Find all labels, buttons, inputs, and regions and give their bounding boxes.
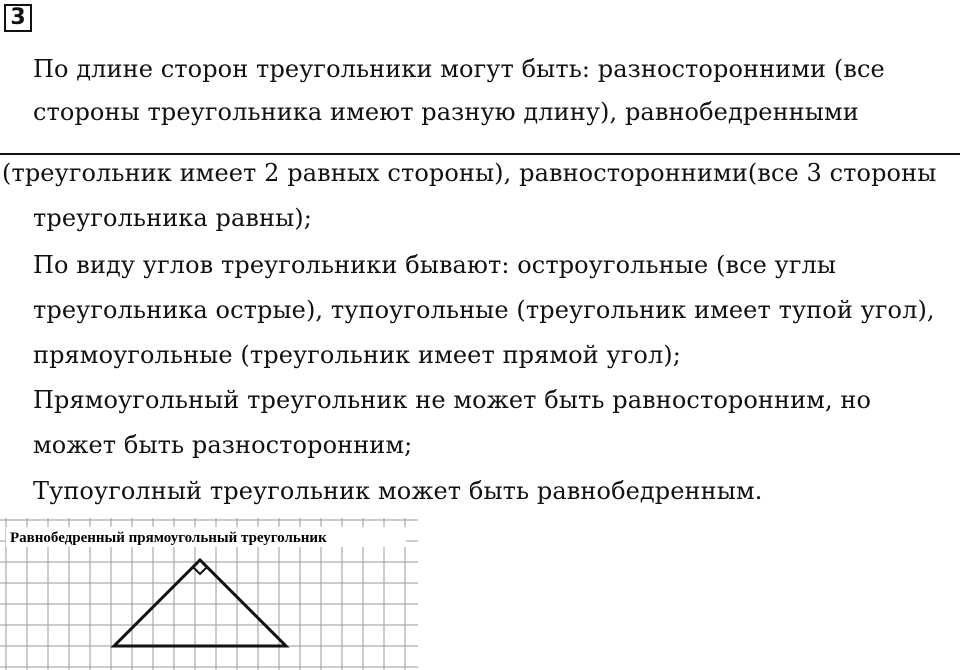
text-line-8: Прямоугольный треугольник не может быть равносторонним, но — [33, 386, 872, 414]
text-line-1: По длине сторон треугольники могут быть: разносторонними (все — [33, 55, 885, 83]
text-line-10: Тупоуголный треугольник может быть равнобедренным. — [33, 477, 763, 505]
text-line-5: По виду углов треугольники бывают: остроугольные (все углы — [33, 251, 837, 279]
triangle-figure — [0, 518, 420, 670]
figure-title: Равнобедренный прямоугольный треугольник — [10, 530, 327, 546]
text-line-3: (треугольник имеет 2 равных стороны), равносторонними(все 3 стороны — [2, 159, 937, 187]
text-line-7: прямоугольные (треугольник имеет прямой угол); — [33, 341, 681, 369]
text-line-9: может быть разносторонним; — [33, 431, 413, 459]
text-line-6: треугольника острые), тупоугольные (треугольник имеет тупой угол), — [33, 296, 935, 324]
text-line-2: стороны треугольника имеют разную длину), равнобедренными — [33, 98, 859, 126]
text-line-4: треугольника равны); — [33, 204, 312, 232]
task-number-badge: 3 — [4, 4, 32, 32]
page-divider — [0, 153, 960, 155]
